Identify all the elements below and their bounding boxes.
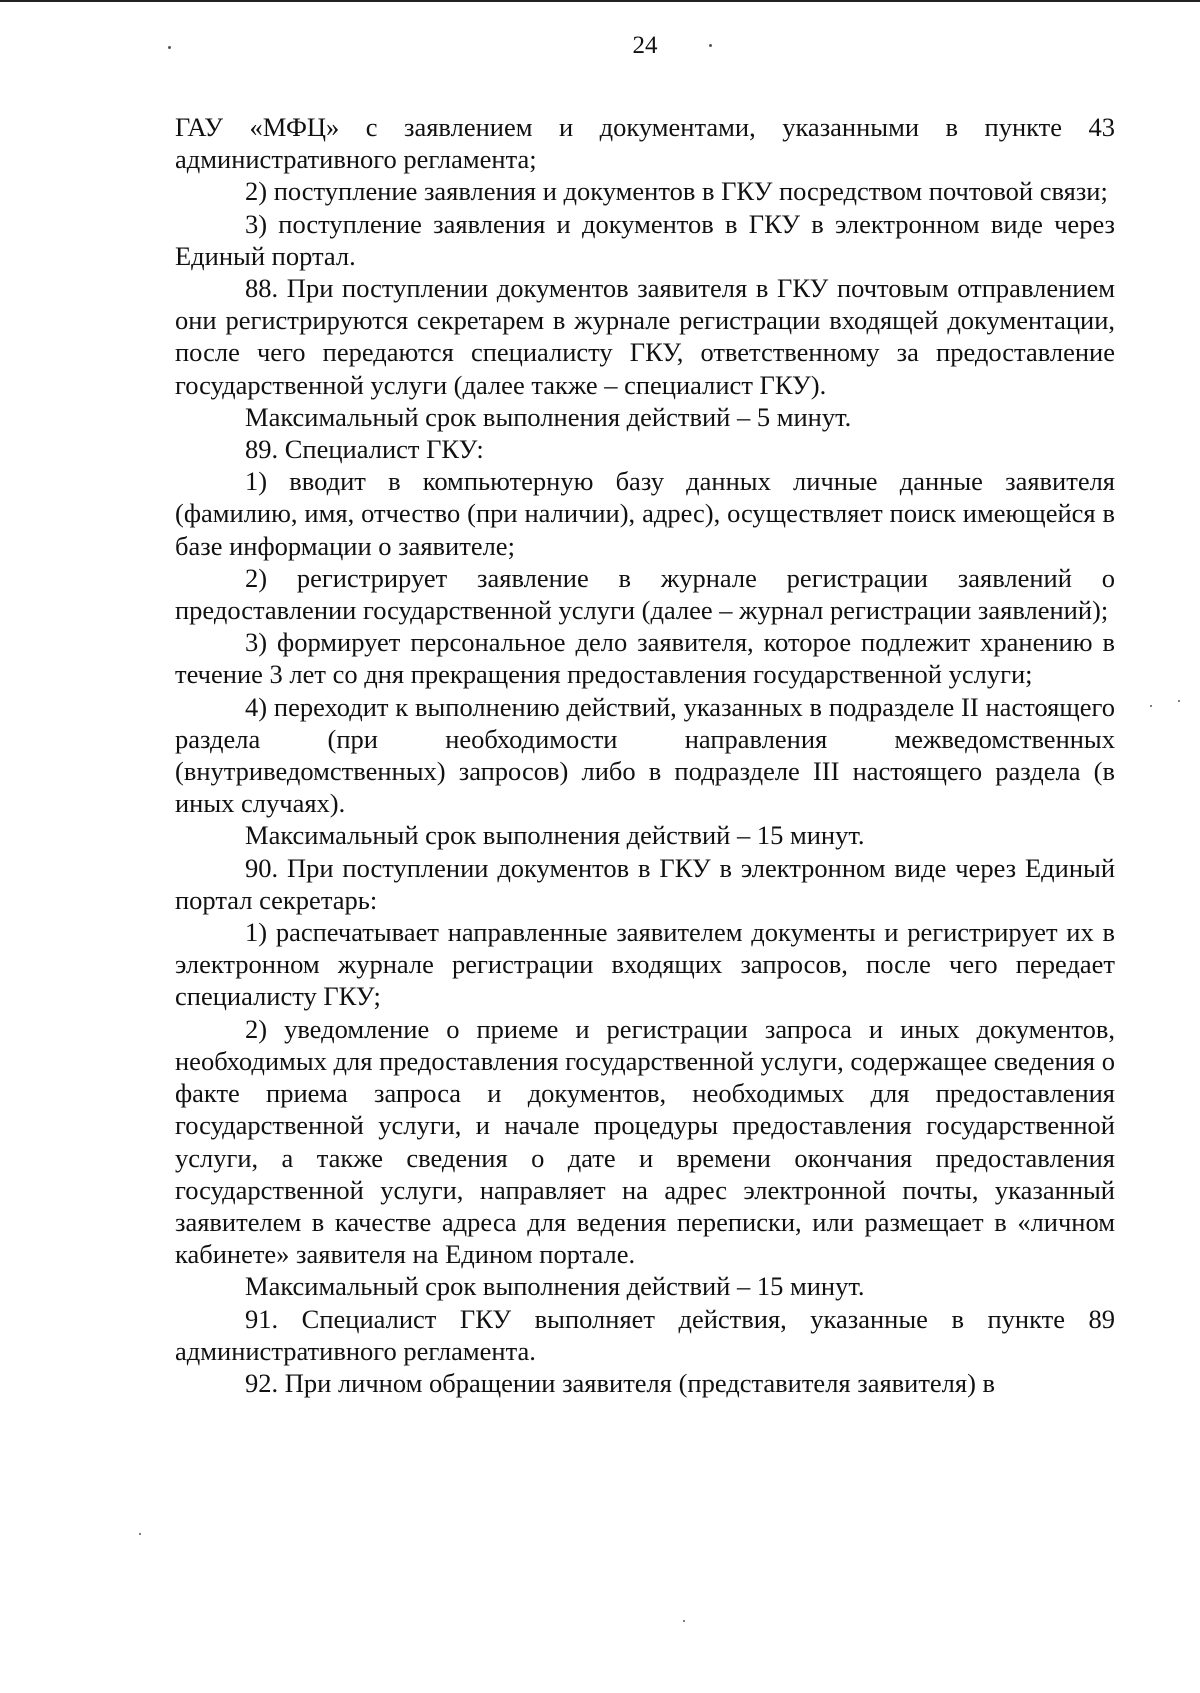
scan-speck bbox=[139, 1533, 141, 1535]
scan-speck bbox=[683, 1620, 685, 1622]
paragraph: Максимальный срок выполнения действий – 5 минут. bbox=[245, 401, 852, 432]
scan-speck bbox=[168, 46, 171, 49]
paragraph: 3) поступление заявления и документов в ГКУ в электронном виде через Единый портал. bbox=[175, 208, 1115, 271]
paragraph: Максимальный срок выполнения действий – 15 минут. bbox=[245, 1271, 865, 1302]
paragraph: 88. При поступлении документов заявителя в ГКУ почтовым отправлением они регистрируются секретарем в журнале регистрации входящей документации, после чего передаются специалисту ГКУ, ответственному за предоставление государственной услуги (далее также – специалист ГКУ). bbox=[175, 273, 1115, 400]
paragraph: 2) регистрирует заявление в журнале регистрации заявлений о предоставлении государственной услуги (далее – журнал регистрации заявлений); bbox=[175, 562, 1115, 626]
paragraph: 92. При личном обращении заявителя (представителя заявителя) в bbox=[245, 1367, 996, 1398]
paragraph: 91. Специалист ГКУ выполняет действия, указанные в пункте 89 административного регламента. bbox=[175, 1303, 1115, 1366]
paragraph: 2) поступление заявления и документов в ГКУ посредством почтовой связи; bbox=[245, 176, 1108, 207]
scan-speck bbox=[1178, 700, 1180, 702]
page-number: 24 bbox=[632, 32, 658, 59]
paragraph: 1) вводит в компьютерную базу данных личные данные заявителя (фамилию, имя, отчество (при наличии), адрес), осуществляет поиск имеющейся в базе информации о заявителе; bbox=[175, 466, 1115, 561]
paragraph: 90. При поступлении документов в ГКУ в электронном виде через Единый портал секретарь: bbox=[175, 852, 1115, 915]
paragraph: 1) распечатывает направленные заявителем документы и регистрирует их в электронном журнале регистрации входящих запросов, после чего передает специалисту ГКУ; bbox=[175, 917, 1115, 1012]
paragraph: 4) переходит к выполнению действий, указанных в подразделе II настоящего раздела (при необходимости направления межведомственных (внутриведомственных) запросов) либо в подразделе III настоящего раздела (в иных случаях). bbox=[175, 691, 1115, 819]
document-body bbox=[175, 111, 1115, 1399]
scan-speck bbox=[709, 44, 712, 47]
paragraph: 89. Специалист ГКУ: bbox=[245, 434, 484, 465]
paragraph: 2) уведомление о приеме и регистрации запроса и иных документов, необходимых для предоставления государственной услуги, содержащее сведения о факте приема запроса и документов, необходимых для предоставления государственной услуги, и начале процедуры предоставления государственной услуги, а также сведения о дате и времени окончания предоставления государственной услуги, направляет на адрес электронной почты, указанный заявителем в качестве адреса для ведения переписки, или размещает в «личном кабинете» заявителя на Едином портале. bbox=[175, 1013, 1115, 1270]
paragraph: 3) формирует персональное дело заявителя, которое подлежит хранению в течение 3 лет со дня прекращения предоставления государственной услуги; bbox=[175, 627, 1115, 690]
scan-speck bbox=[1150, 705, 1152, 707]
scan-top-border bbox=[0, 0, 1200, 2]
paragraph: Максимальный срок выполнения действий – 15 минут. bbox=[245, 820, 865, 851]
paragraph: ГАУ «МФЦ» с заявлением и документами, указанными в пункте 43 административного регламента; bbox=[175, 112, 1115, 175]
